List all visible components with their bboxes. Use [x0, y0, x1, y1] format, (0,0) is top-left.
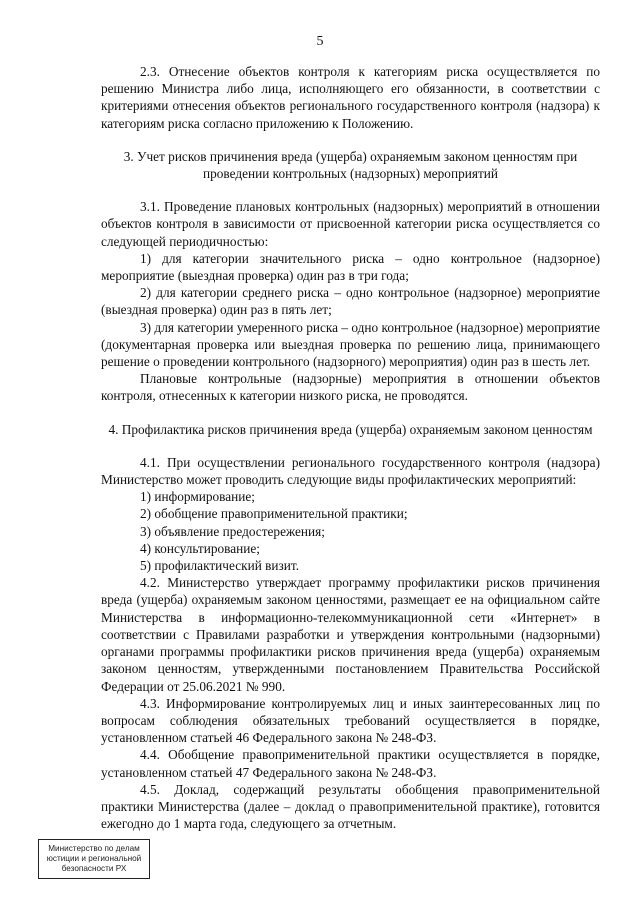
- paragraph-4-1-item: 4) консультирование;: [140, 540, 260, 556]
- document-body: [101, 63, 600, 832]
- paragraph-4-5: 4.5. Доклад, содержащий результаты обобщения правоприменительной практики Министерства (далее – доклад о правоприменительной практике), готовится ежегодно до 1 марта года, следующего за отчетным.: [101, 781, 600, 832]
- paragraph-3-1: 3.1. Проведение плановых контрольных (надзорных) мероприятий в отношении объектов контроля в зависимости от присвоенной категории риска осуществляется со следующей периодичностью:: [101, 199, 600, 249]
- paragraph-4-1-item: 3) объявление предостережения;: [140, 523, 325, 539]
- paragraph-3-1-item-3: 3) для категории умеренного риска – одно контрольное (надзорное) мероприятие (документарная проверка или выездная проверка по решению лица, принимающего решение о проведении контрольного (надзорного) мероприятия) один раз в шесть лет.: [101, 319, 600, 370]
- paragraph-4-1-item: 2) обобщение правоприменительной практики;: [140, 506, 408, 522]
- stamp-line: безопасности РХ: [61, 864, 127, 873]
- paragraph-4-2: 4.2. Министерство утверждает программу профилактики рисков причинения вреда (ущерба) охраняемым законом ценностями, размещает ее на официальном сайте Министерства в информационно-телекоммуникационной сети «Интернет» в соответствии с Правилами разработки и утверждения контрольными (надзорными) органами программы профилактики рисков причинения вреда (ущерба) охраняемым законом ценностям, утвержденными постановлением Правительства Российской Федерации от 25.06.2021 № 990.: [101, 575, 600, 694]
- section-3-title: 3. Учет рисков причинения вреда (ущерба) охраняемым законом ценностям при проведении контрольных (надзорных) мероприятий: [123, 148, 578, 182]
- paragraph-3-low-risk: Плановые контрольные (надзорные) мероприятия в отношении объектов контроля, отнесенных к категории низкого риска, не проводятся.: [101, 371, 600, 404]
- section-4-title: 4. Профилактика рисков причинения вреда (ущерба) охраняемым законом ценностям: [108, 421, 593, 437]
- stamp-line: юстиции и региональной: [46, 854, 142, 863]
- paragraph-4-1: 4.1. При осуществлении регионального государственного контроля (надзора) Министерство может проводить следующие виды профилактических мероприятий:: [101, 454, 600, 488]
- paragraph-3-1-item-1: 1) для категории значительного риска – одно контрольное (надзорное) мероприятие (выездная проверка) один раз в три года;: [101, 250, 600, 284]
- paragraph-4-3: 4.3. Информирование контролируемых лиц и иных заинтересованных лиц по вопросам соблюдения обязательных требований осуществляется в порядке, установленном статьей 46 Федерального закона № 248-ФЗ.: [101, 695, 600, 746]
- paragraph-4-1-item: 5) профилактический визит.: [140, 558, 300, 574]
- paragraph-4-4: 4.4. Обобщение правоприменительной практики осуществляется в порядке, установленном статьей 47 Федерального закона № 248-ФЗ.: [101, 747, 600, 780]
- ministry-stamp: [38, 839, 150, 879]
- page-number: 5: [316, 34, 324, 49]
- paragraph-2-3: 2.3. Отнесение объектов контроля к категориям риска осуществляется по решению Министра либо лица, исполняющего его обязанности, в соответствии с критериями отнесения объектов регионального государственного контроля (надзора) к категориям риска согласно приложению к Положению.: [101, 64, 600, 131]
- stamp-line: Министерство по делам: [48, 844, 140, 853]
- paragraph-4-1-item: 1) информирование;: [140, 489, 256, 505]
- paragraph-3-1-item-2: 2) для категории среднего риска – одно контрольное (надзорное) мероприятие (выездная проверка) один раз в пять лет;: [101, 285, 600, 318]
